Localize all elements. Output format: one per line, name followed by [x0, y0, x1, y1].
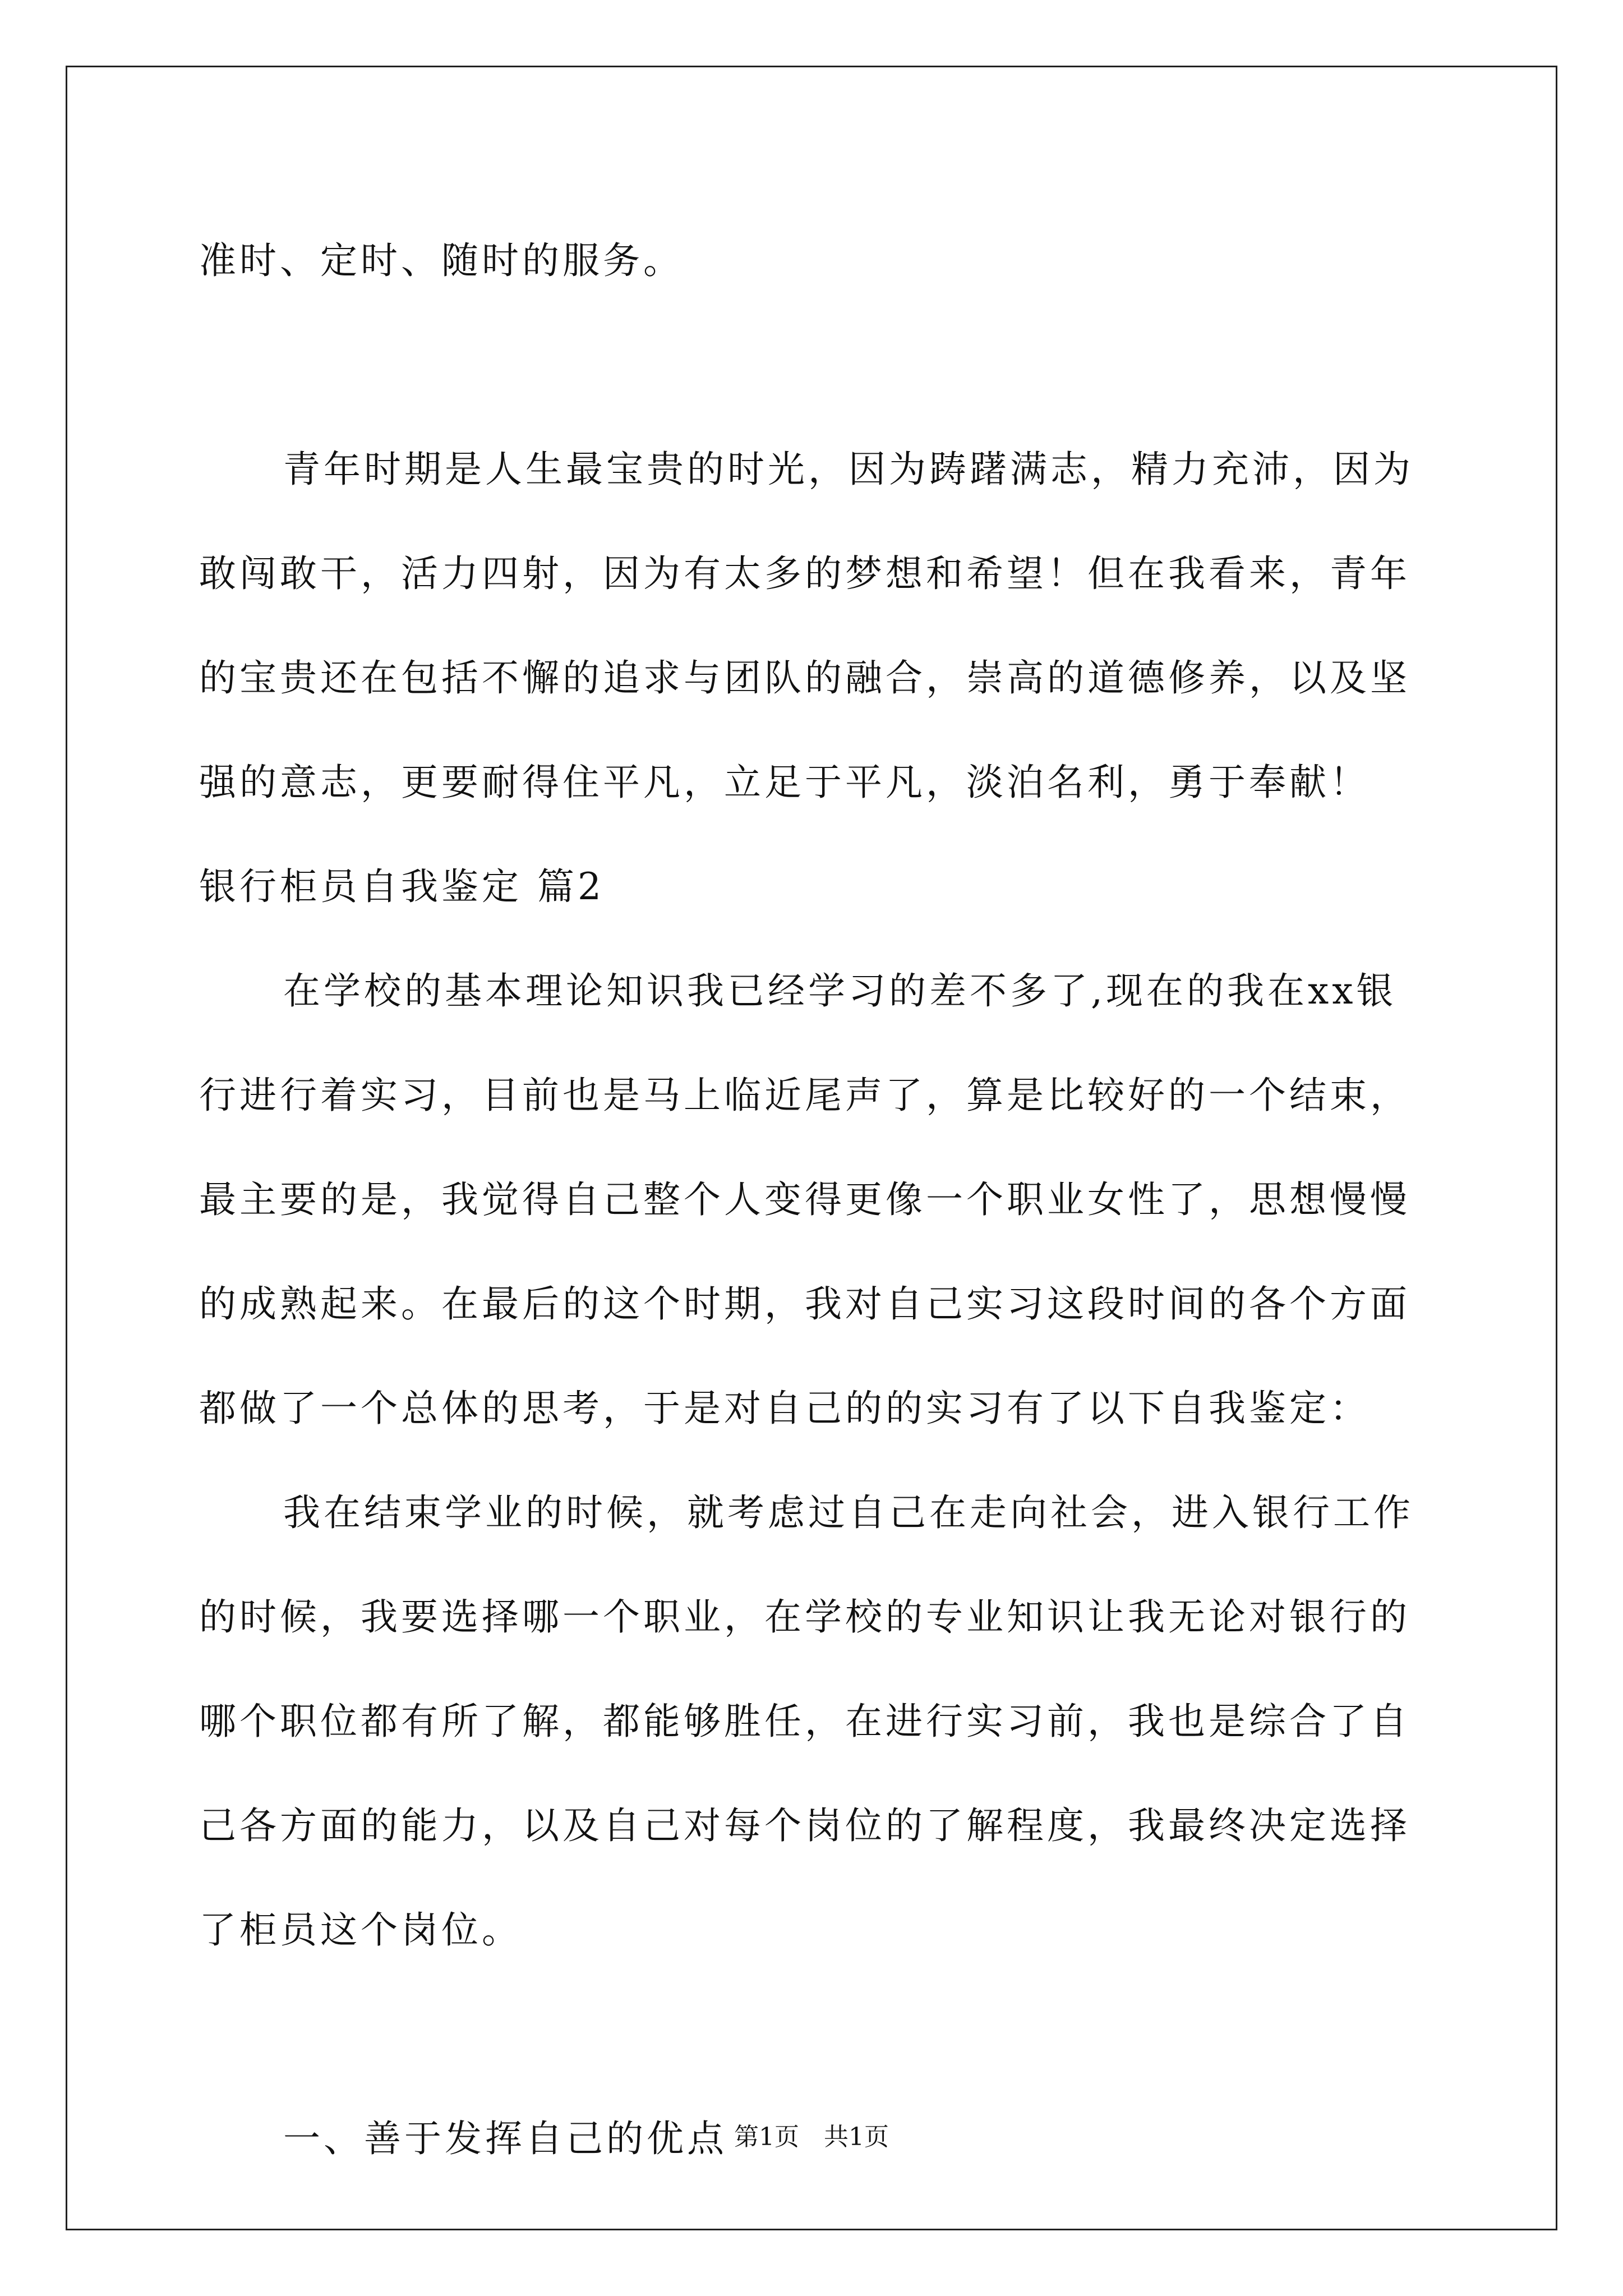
blank-line — [199, 1982, 1422, 2087]
text-line: 最主要的是，我觉得自己整个人变得更像一个职业女性了，思想慢慢 — [199, 1178, 1410, 1221]
text-line: 的成熟起来。在最后的这个时期，我对自己实习这段时间的各个方面 — [199, 1282, 1410, 1326]
text-line: 哪个职位都有所了解，都能够胜任，在进行实习前，我也是综合了自 — [199, 1700, 1410, 1743]
text-line: 强的意志，更要耐得住平凡，立足于平凡，淡泊名利，勇于奉献！ — [199, 761, 1370, 804]
text-line: 青年时期是人生最宝贵的时光，因为踌躇满志，精力充沛，因为 — [283, 448, 1414, 491]
document-body — [199, 209, 1422, 2191]
text-line: 的宝贵还在包括不懈的追求与团队的融合，崇高的道德修养，以及坚 — [199, 656, 1410, 700]
text-line: 银行柜员自我鉴定 篇2 — [199, 865, 605, 908]
page-footer: 第1页 共1页 — [734, 2123, 889, 2151]
text-line: 己各方面的能力，以及自己对每个岗位的了解程度，我最终决定选择 — [199, 1804, 1410, 1847]
text-line: 行进行着实习，目前也是马上临近尾声了，算是比较好的一个结束， — [199, 1074, 1410, 1117]
text-line: 敢闯敢干，活力四射，因为有太多的梦想和希望！但在我看来，青年 — [199, 552, 1410, 595]
text-line: 在学校的基本理论知识我已经学习的差不多了,现在的我在xx银 — [283, 969, 1397, 1013]
blank-line — [199, 313, 1422, 417]
text-line: 都做了一个总体的思考，于是对自己的的实习有了以下自我鉴定： — [199, 1387, 1370, 1430]
text-line: 了柜员这个岗位。 — [199, 1908, 522, 1952]
text-line: 一、善于发挥自己的优点 — [283, 2117, 727, 2160]
text-line: 的时候，我要选择哪一个职业，在学校的专业知识让我无论对银行的 — [199, 1595, 1410, 1639]
text-line: 准时、定时、随时的服务。 — [199, 239, 684, 282]
text-line: 我在结束学业的时候，就考虑过自己在走向社会，进入银行工作 — [283, 1491, 1414, 1534]
